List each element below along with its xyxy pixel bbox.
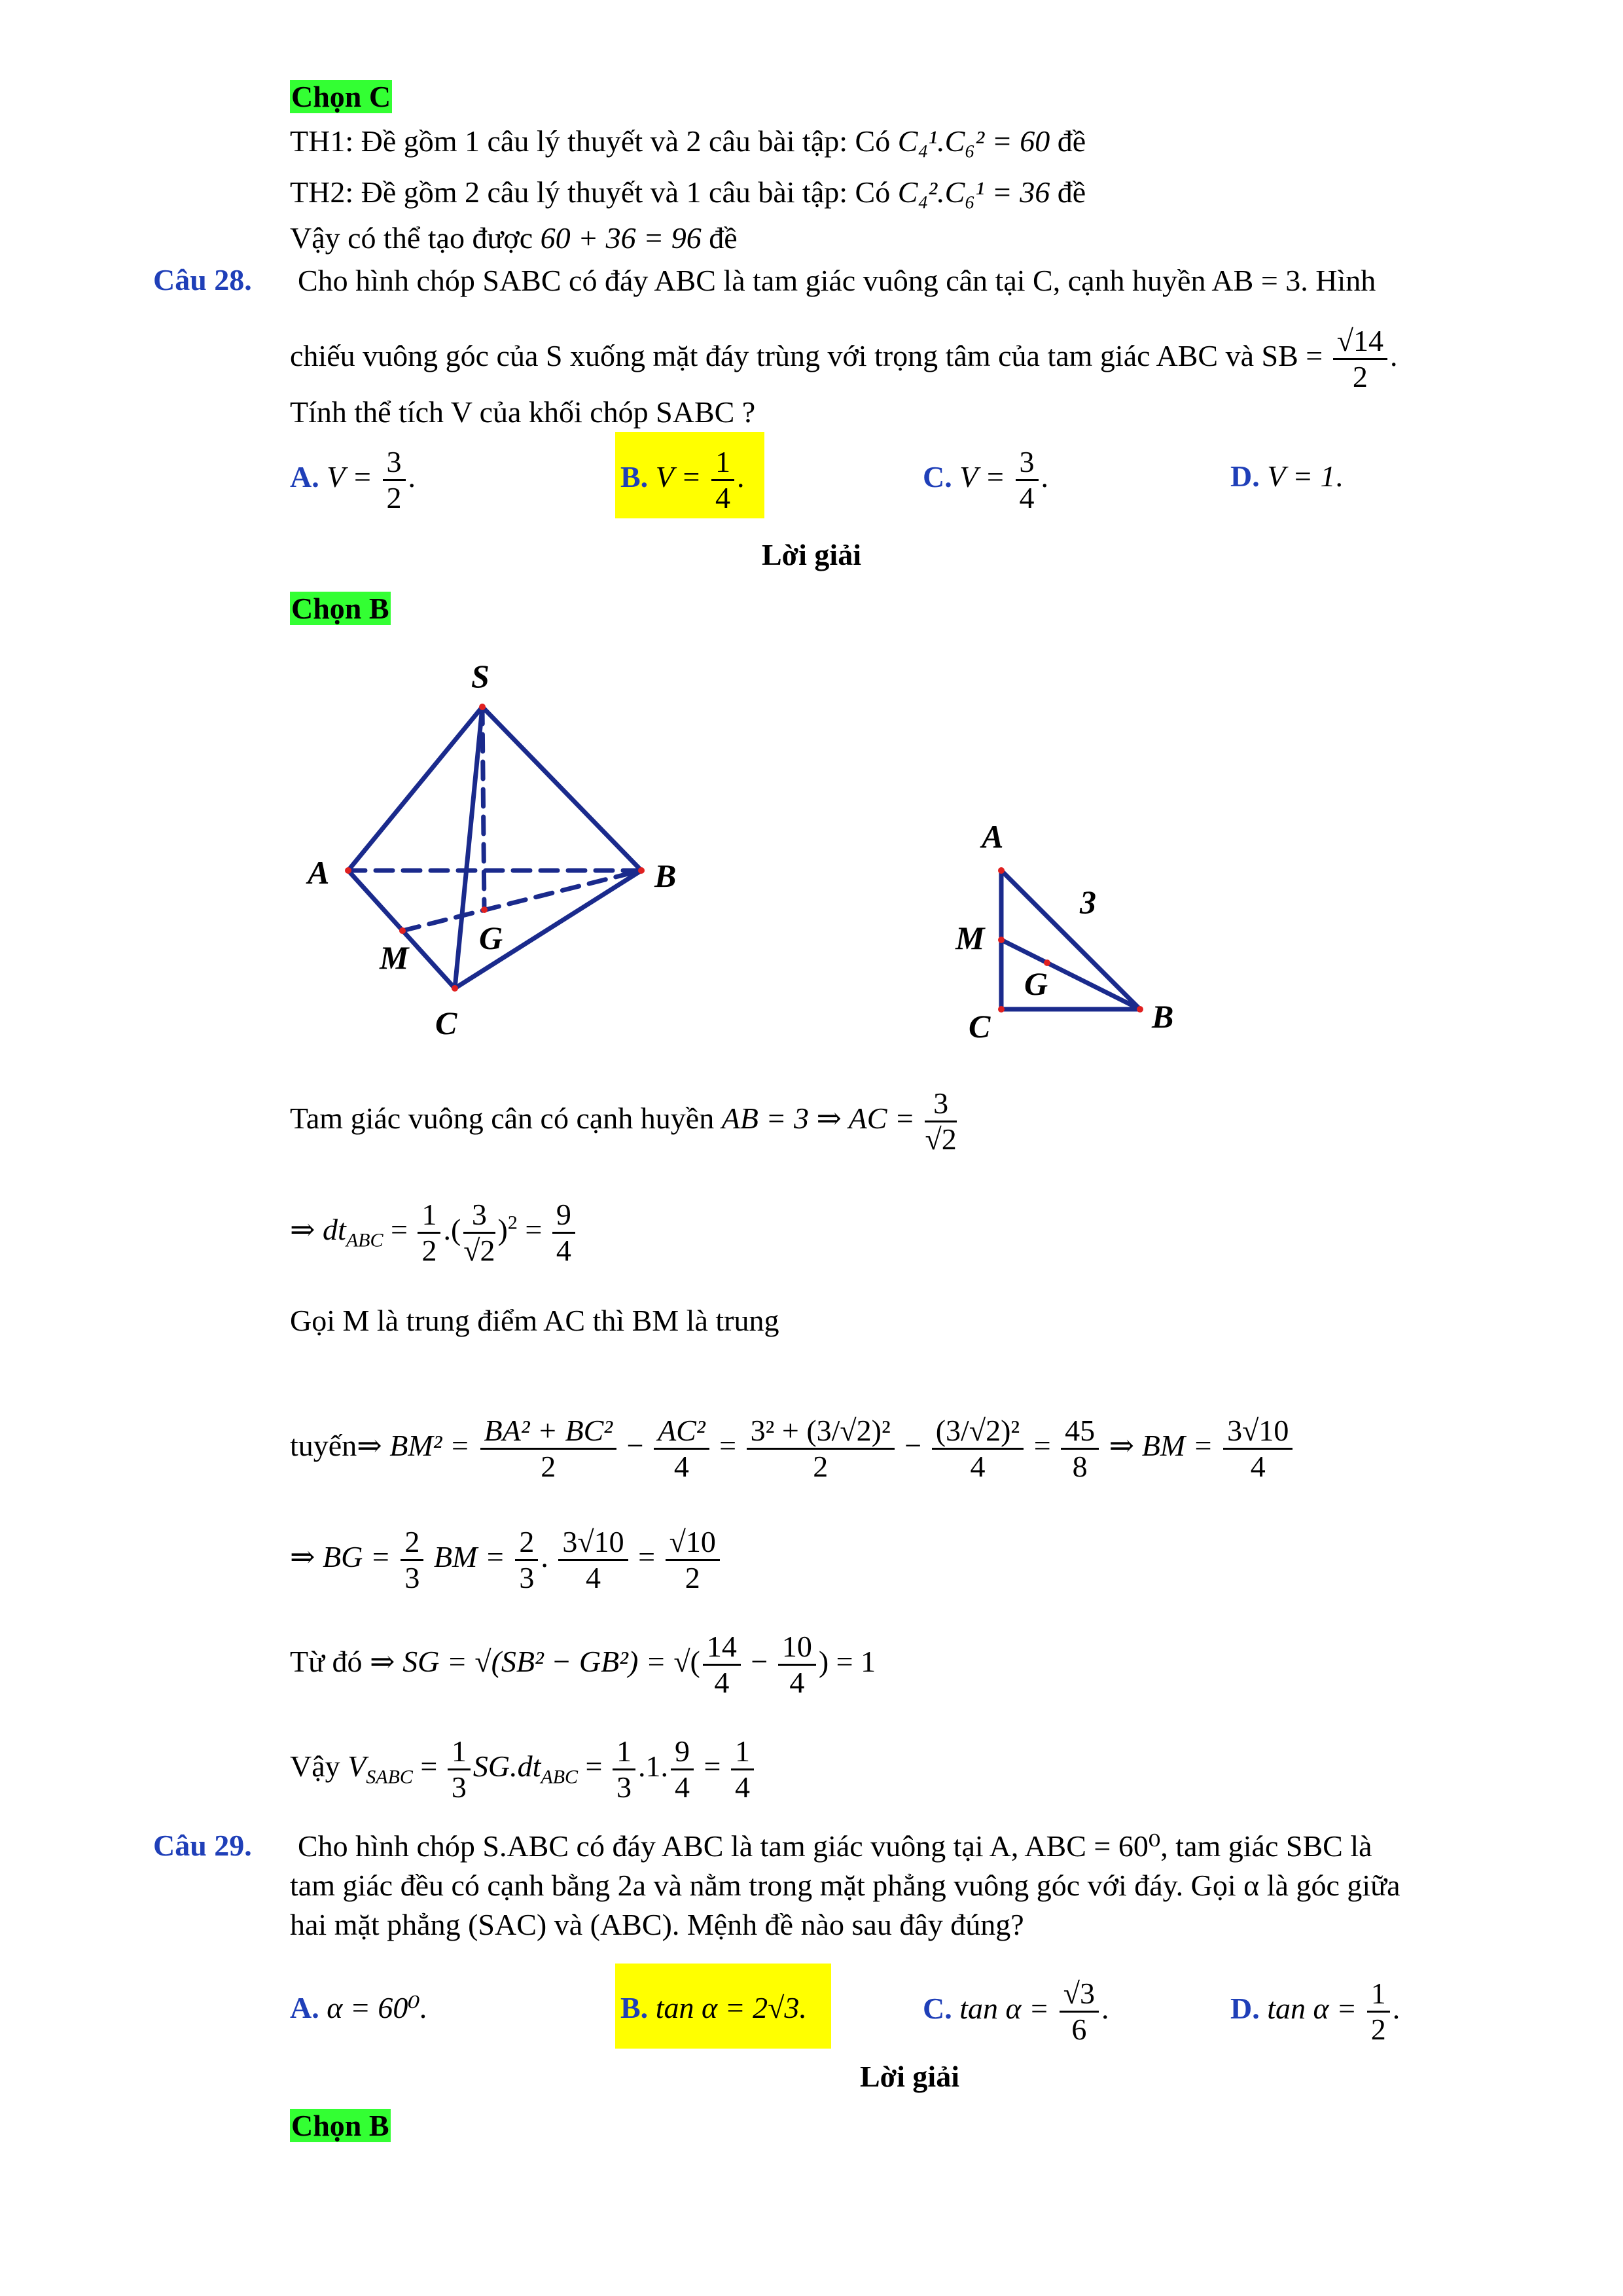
pyramid-figure [288, 648, 707, 1054]
height-sg-hidden [482, 707, 484, 910]
label-g: G [479, 920, 503, 956]
sol-step6: Từ đó ⇒ SG = √(SB² − GB²) = √( $\frac{14}{4}$ − $\frac{10}{4}$ ) = 1 [290, 1630, 876, 1699]
triangle-figure [942, 812, 1217, 1047]
tri-label-g: G [1024, 965, 1048, 1002]
median-mb [1001, 940, 1140, 1009]
point-c [452, 985, 458, 992]
q29-chon-label: Chọn B [291, 2109, 389, 2142]
tri-point-c [998, 1006, 1005, 1013]
side-ab [1001, 870, 1140, 1009]
label-c: C [435, 1005, 457, 1041]
q29-stem-line1: Cho hình chóp S.ABC có đáy ABC là tam giác vuông tại A, ABC = 60⁰, tam giác SBC là [298, 1829, 1372, 1863]
point-m [399, 927, 406, 934]
q28-sb-fraction: $\frac{√14}{2}$ [1333, 324, 1387, 394]
tri-label-c: C [969, 1008, 991, 1045]
q29-stem-line3: hai mặt phẳng (SAC) và (ABC). Mệnh đề nào sau đây đúng? [290, 1908, 1024, 1941]
prev-th1: TH1: Đề gồm 1 câu lý thuyết và 2 câu bài tập: Có C₄¹.C₆² = 60 đề [290, 124, 1086, 158]
tri-point-m [998, 937, 1005, 943]
edge-sb [482, 707, 641, 870]
label-s: S [471, 658, 490, 694]
q28-chon-label: Chọn B [291, 592, 389, 625]
q28-option-d: D. V = 1. [1230, 459, 1344, 493]
q29-solution-heading: Lời giải [860, 2060, 959, 2093]
tri-point-a [998, 867, 1005, 874]
q28-option-b: B. V = $\frac{1}{4}$ . [620, 445, 745, 514]
prev-chon-label: Chọn C [291, 80, 391, 113]
q28-stem-line3: Tính thể tích V của khối chóp SABC ? [290, 395, 756, 429]
tri-label-side: 3 [1080, 884, 1096, 920]
edge-sc [455, 707, 482, 988]
sol-step5: ⇒ BG = $\frac{2}{3}$ BM = $\frac{2}{3}$ . $\frac{3√10}{4}$ = $\frac{√10}{2}$ [290, 1525, 722, 1595]
tri-point-b [1137, 1006, 1143, 1013]
sol-step2: ⇒ $dt_{ABC}$ = $\frac{1}{2}$ .( $\frac{3}{√2}$ )$^2$ = $\frac{9}{4}$ [290, 1198, 578, 1268]
edge-sa [348, 707, 482, 870]
sol-step4: tuyến⇒ BM² = $\frac{\text{BA² + BC²}}{2}$ − $\frac{\text{AC²}}{4}$ = $\frac{\text{3² + (3/√2)²}}{2}$ − $\frac{\text{(3/√2)²}}{4}$ = $\frac{45}{8}$ ⇒ BM = $\frac{3√10}{4}$ [290, 1414, 1295, 1484]
q28-number: Câu 28. [153, 263, 252, 296]
sol-step1: Tam giác vuông cân có cạnh huyền AB = 3 ⇒ AC = $\frac{3}{√2}$ [290, 1086, 957, 1156]
tri-label-a: A [982, 818, 1004, 855]
q28-option-c: C. V = $\frac{3}{4}$ . [923, 445, 1049, 514]
q28-stem-line2: chiếu vuông góc của S xuống mặt đáy trùng với trọng tâm của tam giác ABC và SB = $\frac{√14}{2}$ . [290, 324, 1398, 393]
q28-option-a: A. V = $\frac{3}{2}$ . [290, 445, 416, 514]
q29-option-c: C. tan α = $\frac{√3}{6}$ . [923, 1977, 1109, 2046]
q29-option-b: B. tan α = 2√3. [620, 1991, 807, 2024]
label-b: B [654, 857, 677, 894]
q29-number: Câu 29. [153, 1829, 252, 1862]
q29-option-a: A. α = 60⁰. [290, 1991, 428, 2024]
point-g [481, 906, 488, 913]
sol-step7: Vậy $V_{SABC}$ = $\frac{1}{3}$ $SG.dt_{ABC}$ = $\frac{1}{3}$ .1. $\frac{9}{4}$ = $\frac{1}{4}$ [290, 1734, 757, 1804]
q29-option-d: D. tan α = $\frac{1}{2}$ . [1230, 1977, 1400, 2046]
prev-th2: TH2: Đề gồm 2 câu lý thuyết và 1 câu bài tập: Có C₄².C₆¹ = 36 đề [290, 175, 1086, 209]
prev-conclusion: Vậy có thể tạo được 60 + 36 = 96 đề [290, 221, 738, 255]
q28-solution-heading: Lời giải [762, 538, 861, 571]
tri-label-b: B [1152, 998, 1174, 1035]
point-b [638, 867, 645, 874]
q28-stem-line1: Cho hình chóp SABC có đáy ABC là tam giác vuông cân tại C, cạnh huyền AB = 3. Hình [298, 264, 1376, 297]
median-bm-hidden [402, 870, 641, 931]
label-m: M [380, 939, 409, 976]
point-a [345, 867, 351, 874]
sol-step3: Gọi M là trung điểm AC thì BM là trung [290, 1304, 779, 1337]
point-s [479, 704, 486, 710]
tri-label-m: M [955, 920, 985, 956]
q29-stem-line2: tam giác đều có cạnh bằng 2a và nằm trong mặt phẳng vuông góc với đáy. Gọi α là góc giữa [290, 1869, 1400, 1902]
label-a: A [308, 854, 330, 891]
